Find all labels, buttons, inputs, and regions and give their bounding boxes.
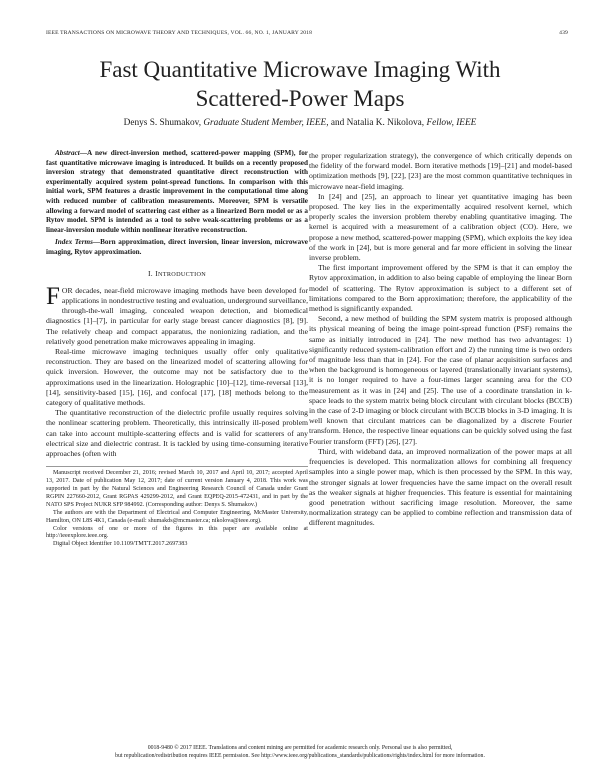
section-heading-introduction: I. INTRODUCTION	[147, 268, 207, 278]
abstract-label: Abstract	[55, 149, 80, 157]
abstract	[46, 149, 308, 235]
title-line-2: Scattered-Power Maps	[195, 86, 405, 111]
intro-paragraph-2: Real-time microwave imaging techniques usually offer only qualitative reconstruction. They are based on the linearized model of scattering allowing for quick inversion. However, the outcome may not be satisfactory due to the approximations used in the linearization. Holographic [10]–[12], time-reversal [13], [14], sensitivity-based [15], [16], and confocal [17], [18] methods belong to the category of qualitative methods.	[46, 346, 308, 407]
author-2-role: Fellow, IEEE	[426, 118, 477, 128]
author-1: Denys S. Shumakov,	[123, 118, 204, 128]
journal-name: IEEE TRANSACTIONS ON MICROWAVE THEORY AND TECHNIQUES, VOL. 66, NO. 1, JANUARY 2018	[46, 30, 313, 36]
footnote-doi: Digital Object Identifier 10.1109/TMTT.2017.2697383	[53, 541, 188, 548]
right-paragraph-0: the proper regularization strategy), the convergence of which critically depends on the fidelity of the forward model. Born iterative methods [19]–[21] and model-based optimization methods [9], [22], [23] are the most common quantitative techniques in microwave near-field imaging.	[309, 151, 572, 191]
index-terms-text: —Born approximation, direct inversion, linear inversion, microwave imaging, Rytov approximation.	[46, 238, 308, 256]
right-paragraph-4: Third, with wideband data, an improved normalization of the power maps at all frequencies is developed. This normalization allows for combining all frequency samples into a single power map, which is then processed by the SPM. In this way, the stronger signals at lower frequencies have the same impact on the overall result as the weaker signals at higher frequencies. This feature is essential for maintaining good penetration without sacrificing image resolution. Moreover, the same normalization strategy can be applied to combine reflection and transmission data of different magnitudes.	[309, 446, 572, 528]
right-paragraph-3: Second, a new method of building the SPM system matrix is proposed although its physical meaning of being the image point-spread function (PSF) remains the same as initially introduced in [24]. The new method has two advantages: 1) significantly reduced system-calibration effort and 2) the running time is two orders of magnitude less than that in [24]. For the case of planar acquisition surfaces and when the background is homogeneous or layered (translationally invariant systems), it is no longer required to have a four-times larger scanning area for the CO measurement as it was in [24] and [25]. The use of a coordinate translation in k-space leads to the system matrix being block circulant with circulant blocks (BCCB) in the case of 2-D imaging or block circulant with BCCB blocks in 3-D imaging. It is well known that circulant matrices can be diagonalized by a discrete Fourier transform. Hence, the respective linear equations can be quickly solved using the fast Fourier transform (FFT) [26], [27].	[309, 314, 572, 446]
right-paragraph-2: The first important improvement offered by the SPM is that it can employ the Rytov approximation, in addition to also being capable of employing the linear Born model of scattering. The Rytov approximation is subject to a different set of limitations compared to the Born approximation; therefore, the applicability of the method is significantly expanded.	[309, 263, 572, 314]
drop-cap: F	[46, 282, 60, 310]
index-terms	[46, 238, 308, 257]
copyright-line-2: but republication/redistribution requires IEEE permission. See http://www.ieee.org/publications_standards/publications/rights/index.html for more information.	[115, 753, 485, 760]
abstract-text: —A new direct-inversion method, scattered-power mapping (SPM), for fast quantitative microwave imaging is introduced. It builds on a recently proposed inversion strategy that demonstrated quantitative direct reconstruction with experimentally acquired system point-spread functions. In comparison with this initial work, SPM features a drastic improvement in the computational time along with reduced number of calibration measurements. Moreover, SPM is versatile allowing a forward model of scattering cast either as a linearized Born model or as a Rytov model. SPM is intended as a tool to solve weak-scattering problems or as a linear-inversion module within nonlinear iterative reconstruction.	[46, 149, 308, 234]
copyright-notice	[30, 744, 570, 760]
intro-paragraph-3: The quantitative reconstruction of the dielectric profile usually requires solving the nonlinear scattering problem. Theoretically, this intrinsically ill-posed problem can take into account multiple-scattering effects and is valid for scatterers of any electrical size and dielectric contrast. It is tackled by using time-consuming iterative approaches (often with	[46, 408, 308, 458]
right-column	[309, 151, 572, 529]
footnote-affiliation: The authors are with the Department of Electrical and Computer Engineering, McMaster University, Hamilton, ON L8S 4K1, Canada (e-mail: shumakds@mcmaster.ca; nikolova@ieee.org).	[46, 509, 308, 524]
author-line	[30, 118, 570, 128]
page-number: 439	[559, 30, 568, 36]
footnote-block	[46, 466, 308, 549]
right-paragraph-1: In [24] and [25], an approach to linear yet quantitative imaging has been proposed. The key lies in the experimentally acquired resolvent kernel, which properly scales the inversion problem thereby enabling quantitative imaging. The kernel is acquired with a measurement of a calibration object (CO). Here, we propose a new method, scattered-power mapping (SPM), which exploits the key idea of the work in [24], but is more general and far more efficient in solving the linear inverse problem.	[309, 191, 572, 263]
paper-title	[40, 55, 560, 113]
title-line-1: Fast Quantitative Microwave Imaging With	[99, 57, 501, 82]
footnote-color: Color versions of one or more of the figures in this paper are available online at http://ieeexplore.ieee.org.	[46, 525, 308, 540]
author-1-role: Graduate Student Member, IEEE	[203, 118, 327, 128]
author-2: , and Natalia K. Nikolova,	[326, 118, 427, 128]
copyright-line-1: 0018-9480 © 2017 IEEE. Translations and content mining are permitted for academic research only. Personal use is also permitted,	[147, 745, 453, 751]
index-terms-label: Index Terms	[55, 238, 93, 247]
intro-paragraph-1: FOR decades, near-field microwave imaging methods have been developed for applications in nondestructive testing and evaluation, underground surveillance, through-the-wall imaging, concealed weapon detection, and biomedical diagnostics [1]–[7], in particular for early stage breast cancer diagnostics [8], [9]. The relatively cheap and compact apparatus, the nonionizing radiation, and the relatively good penetration make microwaves appealing in imaging.	[46, 282, 308, 346]
running-header	[46, 30, 568, 40]
left-column	[46, 149, 308, 549]
footnote-manuscript: Manuscript received December 21, 2016; revised March 10, 2017 and April 10, 2017; accepted April 13, 2017. Date of publication May 12, 2017; date of current version January 4, 2018. This work was supported in part by the Natural Sciences and Engineering Research Council of Canada under Grant RGPIN 227660-2012, Grant RGPAS 429299-2012, and Grant EQPEQ-2015-472431, and in part by the NATO SPS Project NUKR SFP 984992. (Corresponding author: Denys S. Shumakov.)	[46, 470, 308, 508]
